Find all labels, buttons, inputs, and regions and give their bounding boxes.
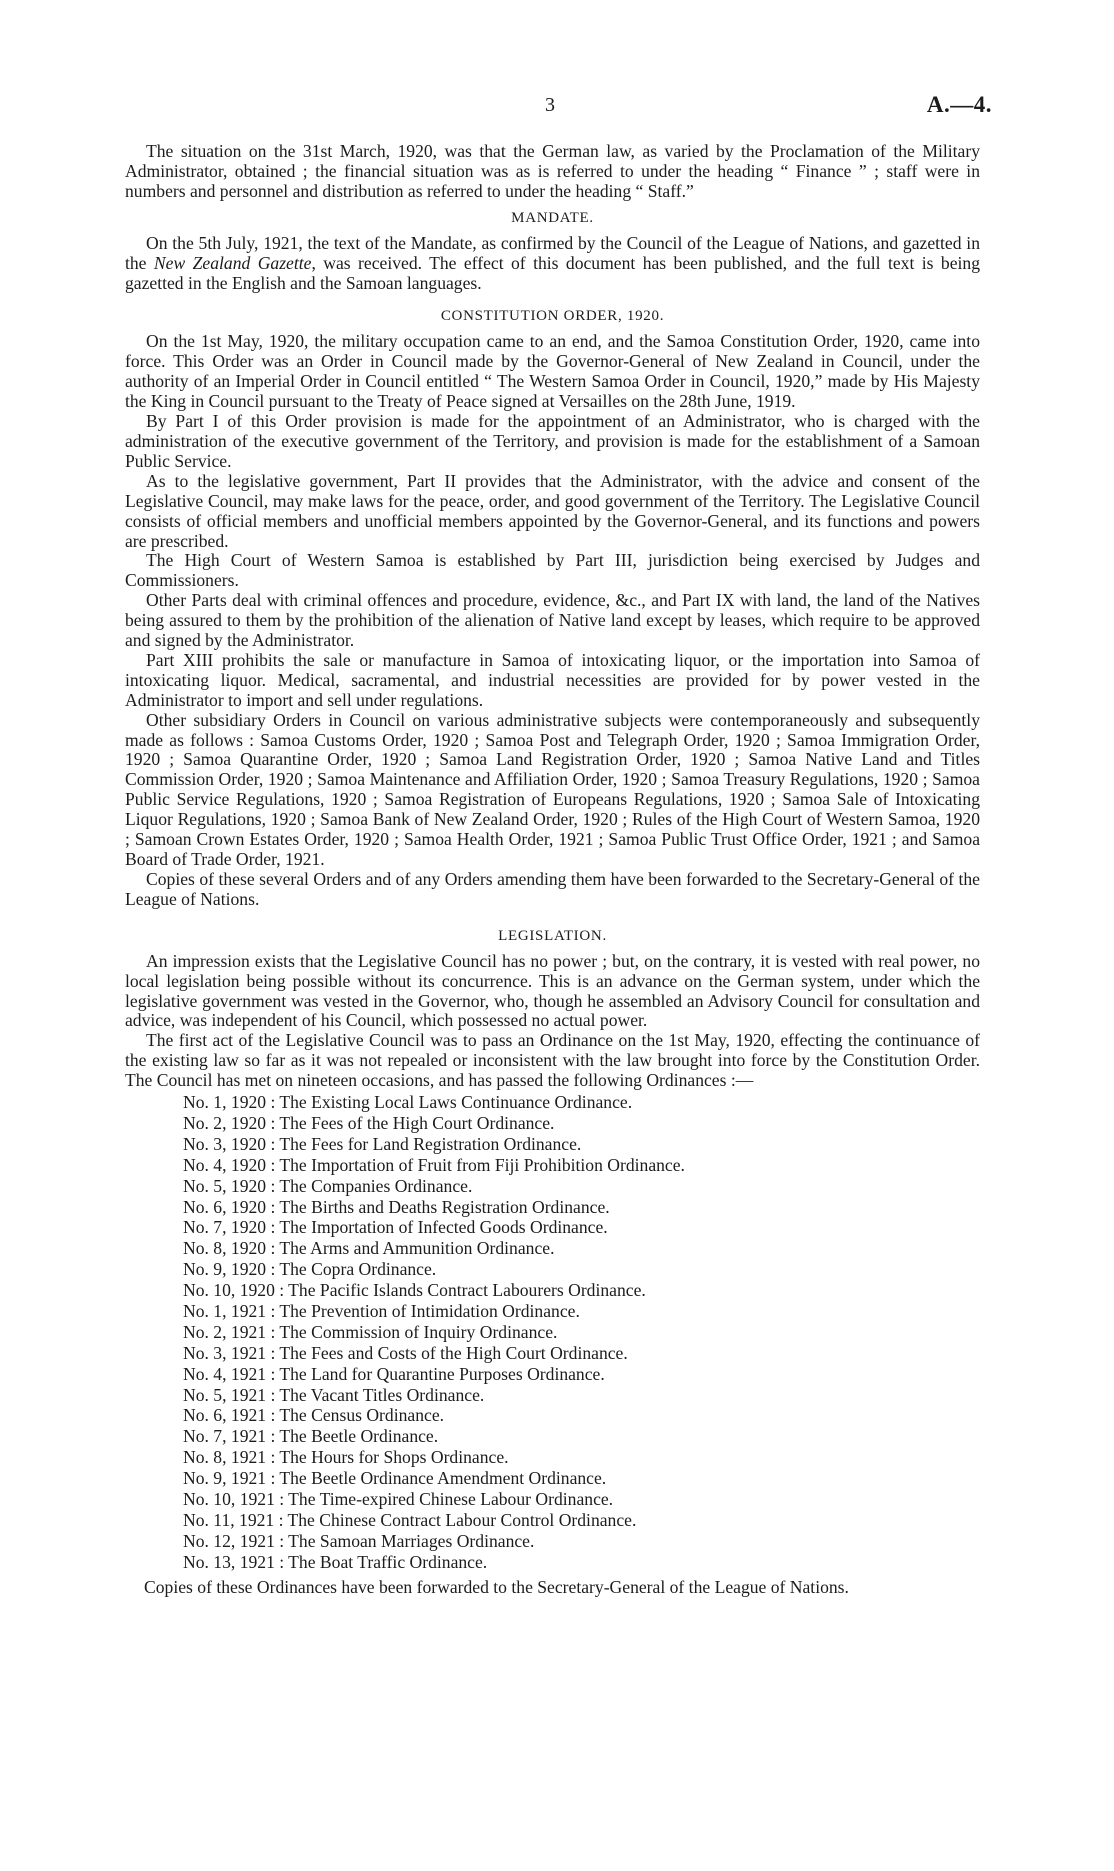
ordinance-list-item xyxy=(183,1553,980,1574)
section-heading-constitution: CONSTITUTION ORDER, 1920. xyxy=(440,308,665,325)
ordinance-list-item xyxy=(183,1511,980,1532)
ordinance-number: No. 2, 1920 : xyxy=(183,1112,276,1133)
document-reference: A.—4. xyxy=(926,92,992,117)
ordinance-title: The Prevention of Intimidation Ordinance. xyxy=(279,1300,580,1321)
ordinance-number: No. 5, 1921 : xyxy=(183,1384,276,1405)
ordinance-title: The Importation of Fruit from Fiji Prohibition Ordinance. xyxy=(279,1154,685,1175)
ordinance-number: No. 8, 1920 : xyxy=(183,1238,276,1259)
ordinance-list-item xyxy=(183,1093,980,1114)
ordinance-list-item xyxy=(183,1198,980,1219)
legislation-paragraph: An impression exists that the Legislative Council has no power ; but, on the contrary, it is vested with real power, no local legislation being possible without its concurrence. This is an advance on the German system, under which the legislative government was vested in the Governor, who, though he assembled an Advisory Council for consultation and advice, was independent of his Council, which possessed no actual power. xyxy=(125,950,980,1031)
ordinance-list-item xyxy=(183,1386,980,1407)
constitution-paragraph: By Part I of this Order provision is made for the appointment of an Administrator, who is charged with the administration of the executive government of the Territory, and provision is made for the establishment of a Samoan Public Service. xyxy=(125,411,980,471)
ordinance-title: The Census Ordinance. xyxy=(279,1405,445,1426)
ordinance-number: No. 12, 1921 : xyxy=(183,1530,285,1551)
ordinance-list-item xyxy=(183,1406,980,1427)
ordinance-title: The Pacific Islands Contract Labourers Ordinance. xyxy=(288,1280,646,1301)
ordinance-list-item xyxy=(183,1156,980,1177)
ordinance-title: The Fees and Costs of the High Court Ordinance. xyxy=(279,1342,628,1363)
ordinance-list-item xyxy=(183,1177,980,1198)
constitution-paragraph: As to the legislative government, Part II provides that the Administrator, with the advice and consent of the Legislative Council, may make laws for the peace, order, and good government of the Territory. The Legislative Council consists of official members and unofficial members appointed by the Governor-General, and its functions and powers are prescribed. xyxy=(125,470,980,551)
gazette-title: New Zealand Gazette xyxy=(153,252,312,273)
ordinance-number: No. 10, 1920 : xyxy=(183,1280,285,1301)
ordinance-number: No. 4, 1920 : xyxy=(183,1154,276,1175)
ordinance-number: No. 7, 1920 : xyxy=(183,1217,276,1238)
ordinance-title: The Chinese Contract Labour Control Ordinance. xyxy=(287,1509,637,1530)
constitution-paragraph: Other subsidiary Orders in Council on various administrative subjects were contemporaneously and subsequently made as follows : Samoa Customs Order, 1920 ; Samoa Post and Telegraph Order, 1920 ; Samoa Immigration Order, 1920 ; Samoa Quarantine Order, 1920 ; Samoa Land Registration Order, 1920 ; Samoa Native Land and Titles Commission Order, 1920 ; Samoa Maintenance and Affiliation Order, 1920 ; Samoa Treasury Regulations, 1920 ; Samoa Public Service Regulations, 1920 ; Samoa Registration of Europeans Regulations, 1920 ; Samoa Sale of Intoxicating Liquor Regulations, 1920 ; Samoa Bank of New Zealand Order, 1920 ; Rules of the High Court of Western Samoa, 1920 ; Samoan Crown Estates Order, 1920 ; Samoa Health Order, 1921 ; Samoa Public Trust Office Order, 1921 ; and Samoa Board of Trade Order, 1921. xyxy=(125,709,980,869)
ordinance-title: The Beetle Ordinance. xyxy=(279,1426,439,1447)
constitution-paragraph: The High Court of Western Samoa is established by Part III, jurisdiction being exercised by Judges and Commissioners. xyxy=(125,550,980,591)
ordinance-title: The Fees of the High Court Ordinance. xyxy=(279,1112,555,1133)
ordinance-title: The Beetle Ordinance Amendment Ordinance. xyxy=(279,1468,607,1489)
mandate-text-start: On the 5th July, 1921, the text of the Mandate, as confirmed by the Council of the League of Nations, and gazetted in the xyxy=(125,232,980,273)
document-body xyxy=(125,142,980,1597)
ordinance-number: No. 10, 1921 : xyxy=(183,1488,285,1509)
ordinance-list-item xyxy=(183,1365,980,1386)
ordinance-list-item xyxy=(183,1218,980,1239)
ordinance-list-item xyxy=(183,1490,980,1511)
ordinance-list-item xyxy=(183,1281,980,1302)
constitution-paragraph: Other Parts deal with criminal offences and procedure, evidence, &c., and Part IX with land, the land of the Natives being assured to them by the prohibition of the alienation of Native land except by leases, which require to be approved and signed by the Administrator. xyxy=(125,590,980,651)
ordinance-title: The Arms and Ammunition Ordinance. xyxy=(279,1238,555,1259)
ordinance-title: The Hours for Shops Ordinance. xyxy=(279,1447,509,1468)
ordinance-list-item xyxy=(183,1135,980,1156)
ordinance-title: The Samoan Marriages Ordinance. xyxy=(288,1530,535,1551)
ordinance-number: No. 11, 1921 : xyxy=(183,1509,284,1530)
intro-paragraph: The situation on the 31st March, 1920, was that the German law, as varied by the Proclamation of the Military Administrator, obtained ; the financial situation was as is referred to under the heading “ Finance ” ; staff were in numbers and personnel and distribution as referred to under the heading “ Staff.” xyxy=(125,141,980,201)
section-heading-mandate: MANDATE. xyxy=(511,209,594,226)
ordinance-title: The Births and Deaths Registration Ordinance. xyxy=(279,1196,610,1217)
ordinance-title: The Copra Ordinance. xyxy=(279,1259,437,1280)
constitution-paragraph: Copies of these several Orders and of any Orders amending them have been forwarded to the Secretary-General of the League of Nations. xyxy=(125,868,980,909)
ordinance-number: No. 9, 1921 : xyxy=(183,1468,276,1489)
ordinance-number: No. 1, 1921 : xyxy=(183,1300,276,1321)
ordinance-title: The Companies Ordinance. xyxy=(279,1175,473,1196)
ordinance-list-item xyxy=(183,1469,980,1490)
ordinance-number: No. 9, 1920 : xyxy=(183,1259,276,1280)
ordinance-number: No. 13, 1921 : xyxy=(183,1551,285,1572)
ordinance-title: The Fees for Land Registration Ordinance. xyxy=(279,1133,582,1154)
ordinance-list-item xyxy=(183,1323,980,1344)
ordinance-title: The Boat Traffic Ordinance. xyxy=(288,1551,488,1572)
ordinance-list xyxy=(183,1093,980,1573)
constitution-paragraph: On the 1st May, 1920, the military occupation came to an end, and the Samoa Constitution Order, 1920, came into force. This Order was an Order in Council made by the Governor-General of New Zealand in Council, under the authority of an Imperial Order in Council entitled “ The Western Samoa Order in Council, 1920,” made by His Majesty the King in Council pursuant to the Treaty of Peace signed at Versailles on the 28th June, 1919. xyxy=(125,331,980,412)
ordinance-list-item xyxy=(183,1532,980,1553)
ordinance-list-item xyxy=(183,1448,980,1469)
section-heading-legislation: LEGISLATION. xyxy=(498,927,607,944)
ordinance-title: The Existing Local Laws Continuance Ordinance. xyxy=(279,1092,633,1113)
ordinance-number: No. 3, 1920 : xyxy=(183,1133,276,1154)
ordinance-number: No. 1, 1920 : xyxy=(183,1092,276,1113)
legislation-paragraph: The first act of the Legislative Council was to pass an Ordinance on the 1st May, 1920, effecting the continuance of the existing law so far as it was not repealed or inconsistent with the law brought into force by the Constitution Order. The Council has met on nineteen occasions, and has passed the following Ordinances :— xyxy=(125,1030,980,1091)
ordinance-number: No. 6, 1920 : xyxy=(183,1196,276,1217)
ordinance-list-item xyxy=(183,1260,980,1281)
ordinance-number: No. 6, 1921 : xyxy=(183,1405,276,1426)
closing-paragraph: Copies of these Ordinances have been forwarded to the Secretary-General of the League of Nations. xyxy=(144,1576,849,1597)
ordinance-number: No. 4, 1921 : xyxy=(183,1363,276,1384)
page-header xyxy=(0,94,1114,124)
ordinance-list-item xyxy=(183,1427,980,1448)
ordinance-list-item xyxy=(183,1302,980,1323)
ordinance-number: No. 7, 1921 : xyxy=(183,1426,276,1447)
ordinance-number: No. 3, 1921 : xyxy=(183,1342,276,1363)
ordinance-number: No. 2, 1921 : xyxy=(183,1321,276,1342)
ordinance-number: No. 8, 1921 : xyxy=(183,1447,276,1468)
ordinance-number: No. 5, 1920 : xyxy=(183,1175,276,1196)
ordinance-title: The Importation of Infected Goods Ordinance. xyxy=(279,1217,608,1238)
ordinance-title: The Commission of Inquiry Ordinance. xyxy=(279,1321,558,1342)
constitution-paragraph: Part XIII prohibits the sale or manufacture in Samoa of intoxicating liquor, or the importation into Samoa of intoxicating liquor. Medical, sacramental, and industrial necessities are provided for by power vested in the Administrator to import and sell under regulations. xyxy=(125,649,980,710)
ordinance-title: The Time-expired Chinese Labour Ordinance. xyxy=(288,1488,614,1509)
ordinance-title: The Vacant Titles Ordinance. xyxy=(279,1384,485,1405)
ordinance-list-item xyxy=(183,1239,980,1260)
ordinance-list-item xyxy=(183,1344,980,1365)
mandate-paragraph xyxy=(125,234,980,294)
ordinance-list-item xyxy=(183,1114,980,1135)
mandate-text-end: , was received. The effect of this document has been published, and the full text is being gazetted in the English and the Samoan languages. xyxy=(125,252,981,293)
page-number: 3 xyxy=(545,94,555,116)
ordinance-title: The Land for Quarantine Purposes Ordinance. xyxy=(279,1363,605,1384)
